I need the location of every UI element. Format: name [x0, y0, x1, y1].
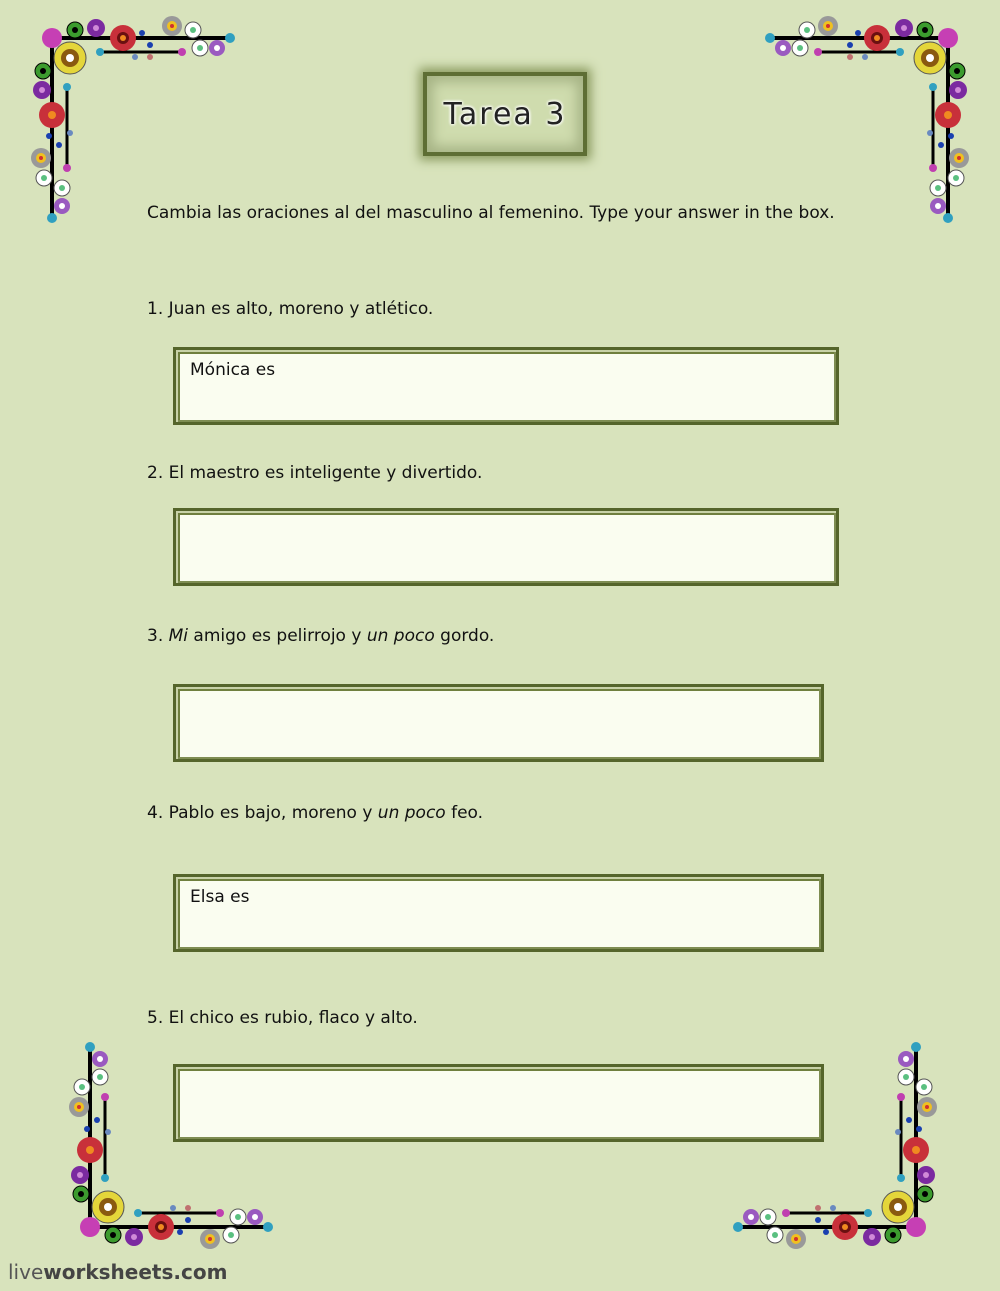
question-text: 2. El maestro es inteligente y divertido.	[147, 463, 483, 483]
question-text: gordo.	[434, 626, 495, 646]
question-5	[147, 1005, 418, 1032]
page-title: Tarea 3	[443, 96, 567, 132]
answer-box-3[interactable]	[173, 684, 824, 762]
answer-input[interactable]	[190, 697, 807, 719]
question-text: un poco	[366, 626, 435, 646]
answer-box-5[interactable]	[173, 1064, 824, 1142]
answer-box-4[interactable]	[173, 874, 824, 952]
question-text: feo.	[445, 803, 484, 823]
logo-light: live	[8, 1260, 44, 1284]
liveworksheets-logo	[8, 1260, 227, 1284]
logo-bold: worksheets.com	[43, 1260, 228, 1284]
question-text: 1. Juan es alto, moreno y atlético.	[147, 299, 434, 319]
question-3	[147, 623, 494, 650]
answer-box-1[interactable]	[173, 347, 839, 425]
question-text: un poco	[377, 803, 446, 823]
answer-input[interactable]: Mónica es	[190, 360, 276, 380]
instructions: Cambia las oraciones al del masculino al femenino. Type your answer in the box.	[147, 203, 835, 223]
title-banner	[423, 72, 587, 156]
answer-input[interactable]	[190, 521, 822, 543]
question-text: 3.	[147, 626, 169, 646]
question-1	[147, 296, 433, 323]
question-2	[147, 460, 482, 487]
answer-box-2[interactable]	[173, 508, 839, 586]
answer-input[interactable]	[190, 1077, 807, 1099]
question-text: 4. Pablo es bajo, moreno y	[147, 803, 378, 823]
question-text: amigo es pelirrojo y	[188, 626, 367, 646]
answer-input[interactable]: Elsa es	[190, 887, 250, 907]
question-text: Mi	[168, 626, 189, 646]
question-text: 5. El chico es rubio, flaco y alto.	[147, 1008, 418, 1028]
question-4	[147, 800, 483, 827]
